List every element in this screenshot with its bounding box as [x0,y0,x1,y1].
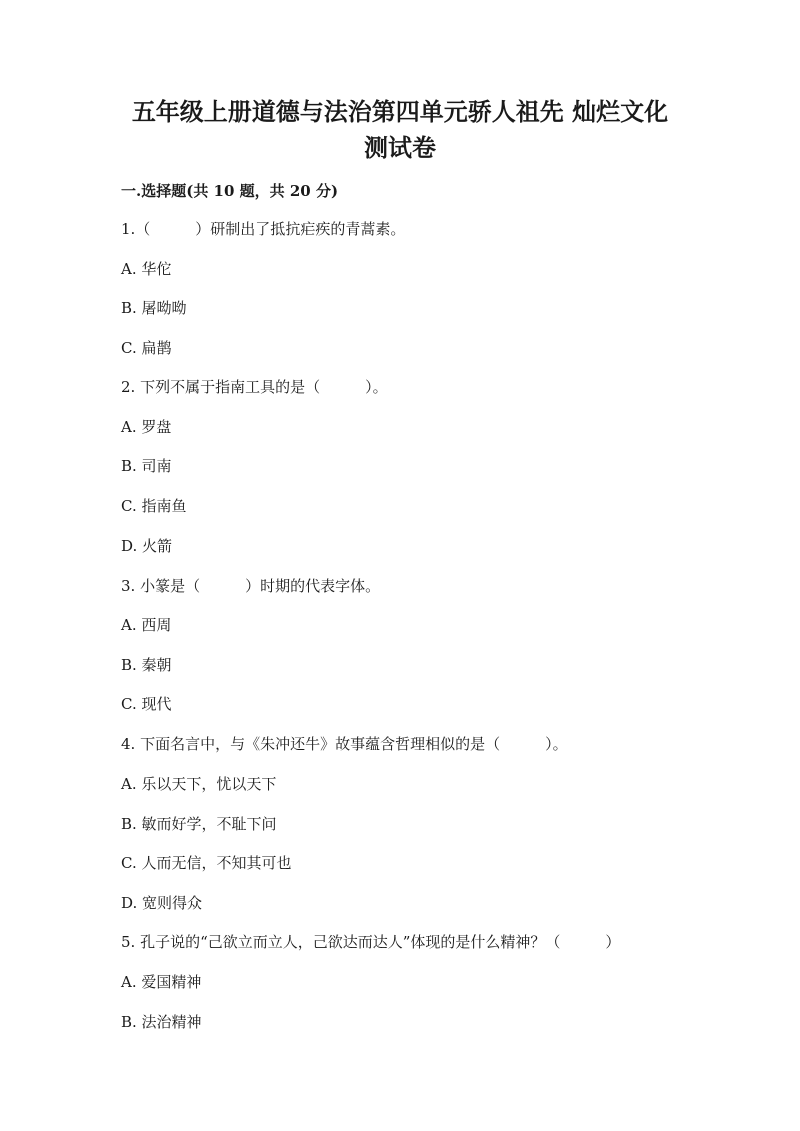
answer-option: D. 火箭 [121,537,173,555]
question-stem: 4. 下面名言中，与《朱冲还牛》故事蕴含哲理相似的是（ ）。 [121,735,568,753]
page-title-continued: 测试卷 [364,133,436,162]
answer-option: A. 西周 [121,616,172,634]
answer-option: B. 法治精神 [121,1013,202,1031]
answer-option: C. 人而无信，不知其可也 [121,854,292,872]
section-heading: 一.选择题(共 10 题，共 20 分) [121,182,339,200]
answer-option: B. 敏而好学，不耻下问 [121,815,277,833]
answer-option: B. 司南 [121,457,172,475]
answer-option: A. 华佗 [121,260,172,278]
question-stem: 2. 下列不属于指南工具的是（ ）。 [121,378,388,396]
answer-option: C. 指南鱼 [121,497,187,515]
question-stem: 1.（ ）研制出了抵抗疟疾的青蒿素。 [121,220,406,238]
answer-option: A. 罗盘 [121,418,172,436]
answer-option: C. 现代 [121,695,172,713]
answer-option: C. 扁鹊 [121,339,172,357]
answer-option: D. 宽则得众 [121,894,203,912]
answer-option: B. 秦朝 [121,656,172,674]
question-stem: 3. 小篆是（ ）时期的代表字体。 [121,577,381,595]
page-title: 五年级上册道德与法治第四单元骄人祖先 灿烂文化 [131,97,669,126]
answer-option: B. 屠呦呦 [121,299,187,317]
question-stem: 5. 孔子说的“己欲立而立人，己欲达而达人”体现的是什么精神？（ ） [121,933,621,951]
answer-option: A. 乐以天下，忧以天下 [121,775,277,793]
answer-option: A. 爱国精神 [121,973,202,991]
